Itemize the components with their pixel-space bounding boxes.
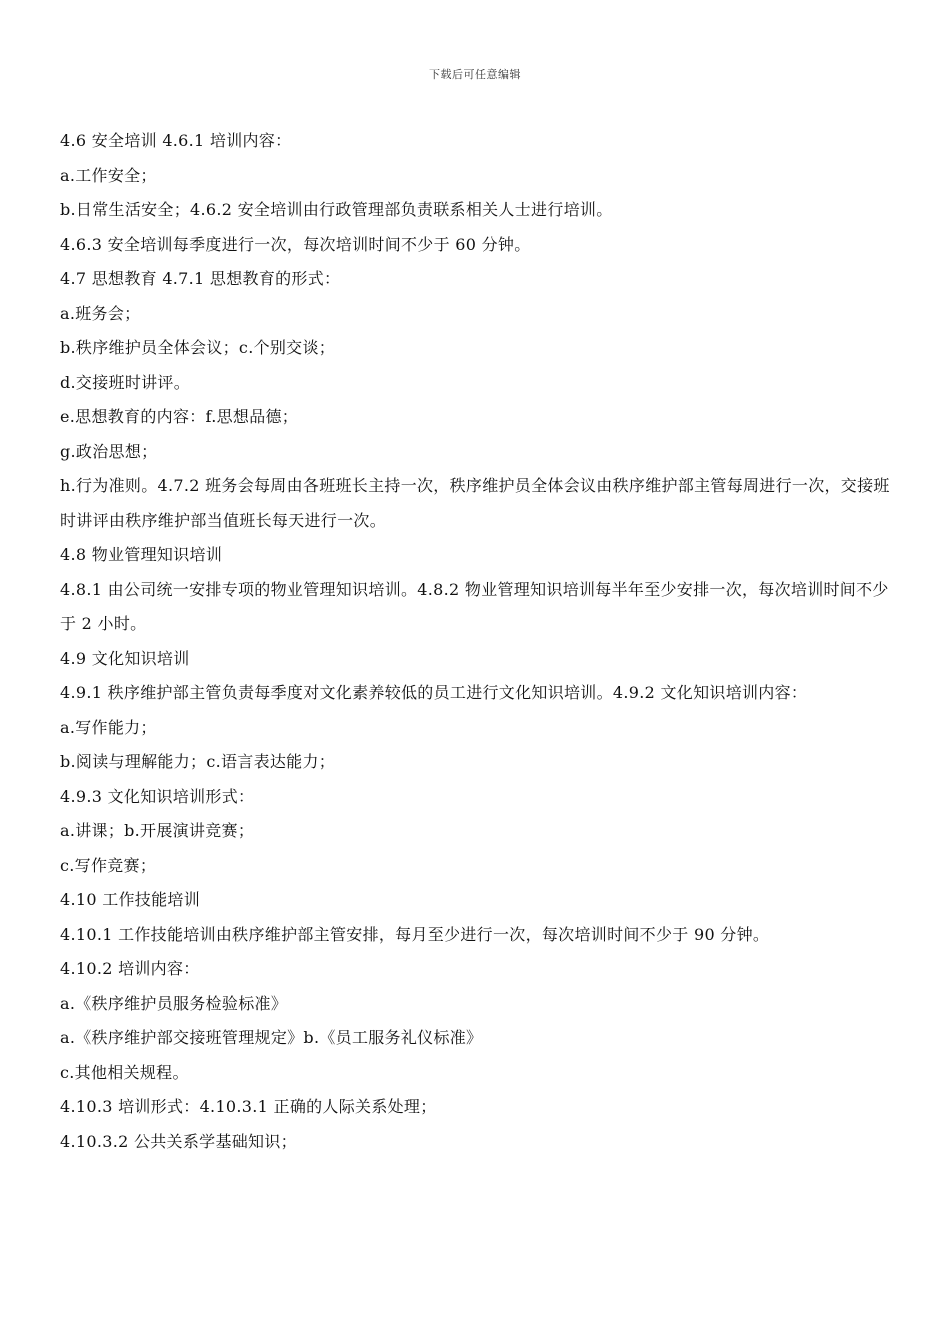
paragraph: a.讲课；b.开展演讲竞赛； [60,821,255,840]
paragraph: a.工作安全； [60,165,157,185]
paragraph: a.班务会； [60,303,141,323]
paragraph: a.《秩序维护员服务检验标准》 [60,993,288,1013]
paragraph: b.秩序维护员全体会议；c.个别交谈； [60,338,336,357]
paragraph: 4.10.1 工作技能培训由秩序维护部主管安排，每月至少进行一次，每次培训时间不少于 90 分钟。 [60,924,770,944]
section-heading: 4.9 文化知识培训 [60,648,190,668]
paragraph: 4.9.3 文化知识培训形式： [60,786,255,806]
page-header-note: 下载后可任意编辑 [429,68,521,81]
paragraph: 4.9.1 秩序维护部主管负责每季度对文化素养较低的员工进行文化知识培训。4.9.2 文化知识培训内容： [60,683,808,702]
paragraph: b.日常生活安全；4.6.2 安全培训由行政管理部负责联系相关人士进行培训。 [60,200,613,219]
paragraph: e.思想教育的内容：f.思想品德； [60,407,299,426]
document-body [60,124,894,1159]
paragraph: 4.7 思想教育 4.7.1 思想教育的形式： [60,269,341,288]
paragraph: c.其他相关规程。 [60,1062,189,1082]
paragraph: g.政治思想； [60,441,158,461]
section-heading: 4.10 工作技能培训 [60,890,201,909]
section-heading: 4.8 物业管理知识培训 [60,545,223,564]
paragraph: a.《秩序维护部交接班管理规定》b.《员工服务礼仪标准》 [60,1028,483,1047]
paragraph: d.交接班时讲评。 [60,372,191,392]
paragraph: h.行为准则。4.7.2 班务会每周由各班班长主持一次，秩序维护员全体会议由秩序维护部主管每周进行一次，交接班时讲评由秩序维护部当值班长每天进行一次。 [60,476,890,530]
paragraph: 4.10.3.2 公共关系学基础知识； [60,1131,297,1151]
paragraph: 4.8.1 由公司统一安排专项的物业管理知识培训。4.8.2 物业管理知识培训每半年至少安排一次，每次培训时间不少于 2 小时。 [60,579,889,633]
paragraph: 4.6.3 安全培训每季度进行一次，每次培训时间不少于 60 分钟。 [60,234,531,254]
paragraph: 4.6 安全培训 4.6.1 培训内容： [60,131,292,150]
paragraph: b.阅读与理解能力；c.语言表达能力； [60,752,336,771]
paragraph: 4.10.2 培训内容： [60,959,200,978]
paragraph: c.写作竞赛； [60,855,157,875]
paragraph: a.写作能力； [60,717,157,737]
paragraph: 4.10.3 培训形式：4.10.3.1 正确的人际关系处理； [60,1097,437,1116]
